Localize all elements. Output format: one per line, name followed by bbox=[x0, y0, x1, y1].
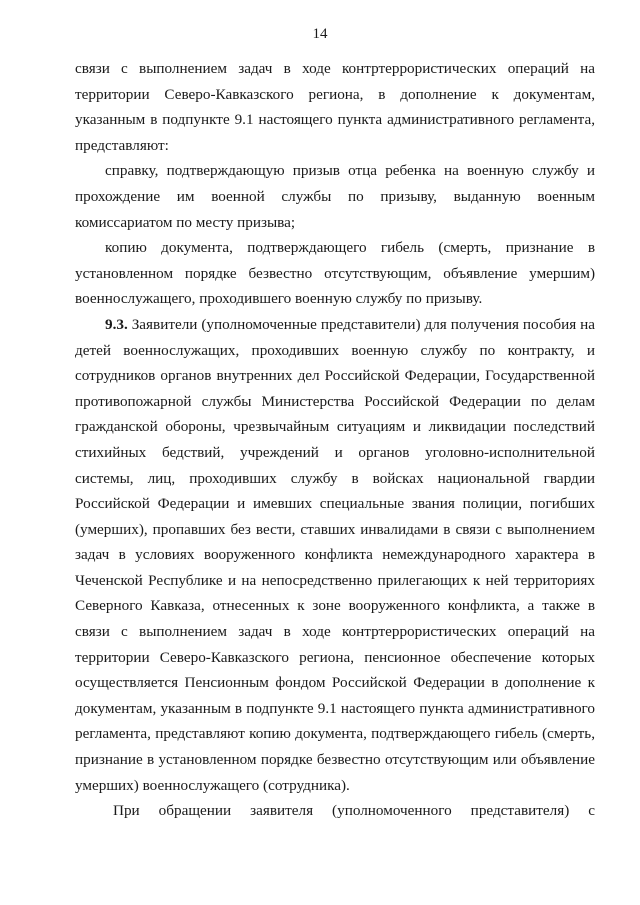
paragraph-line: территории Северо-Кавказского региона, в дополнение к документам, bbox=[75, 85, 595, 103]
paragraph-line: осуществляется Пенсионным фондом Российской Федерации в дополнение к bbox=[75, 674, 595, 692]
paragraph-line: справку, подтверждающую призыв отца ребенка на военную службу и bbox=[105, 162, 595, 180]
paragraph-line: При обращении заявителя (уполномоченного представителя) с bbox=[113, 802, 595, 820]
paragraph-line: детей военнослужащих, проходивших военную службу по контракту, и bbox=[75, 341, 595, 359]
paragraph-line: Северного Кавказа, отнесенных к зоне вооруженного конфликта, а также в bbox=[75, 597, 595, 615]
paragraph-line bbox=[75, 312, 595, 338]
paragraph-line: указанным в подпункте 9.1 настоящего пункта административного регламента, bbox=[75, 111, 595, 129]
page-number: 14 bbox=[312, 26, 328, 42]
paragraph-line: признание в установленном порядке безвестно отсутствующим или объявление bbox=[75, 751, 595, 769]
paragraph-line: документам, указанным в подпункте 9.1 настоящего пункта административного bbox=[75, 699, 595, 717]
paragraph-line: сотрудников органов внутренних дел Российской Федерации, Государственной bbox=[75, 367, 595, 385]
paragraph-line: представляют: bbox=[75, 136, 169, 154]
paragraph-line: связи с выполнением задач в ходе контртеррористических операций на bbox=[75, 623, 595, 641]
paragraph-line: копию документа, подтверждающего гибель (смерть, признание в bbox=[105, 239, 595, 257]
paragraph-line: умерших) военнослужащего (сотрудника). bbox=[75, 776, 350, 794]
clause-number: 9.3. bbox=[105, 315, 128, 333]
paragraph-line: задач в условиях вооруженного конфликта немеждународного характера в bbox=[75, 546, 595, 564]
paragraph-line: стихийных бедствий, учреждений и органов уголовно-исполнительной bbox=[75, 443, 595, 461]
paragraph-line: военнослужащего, проходившего военную службу по призыву. bbox=[75, 290, 483, 308]
paragraph-line: территории Северо-Кавказского региона, пенсионное обеспечение которых bbox=[75, 648, 595, 666]
paragraph-line: связи с выполнением задач в ходе контртеррористических операций на bbox=[75, 60, 595, 77]
paragraph-line: Российской Федерации и имевших специальные звания полиции, погибших bbox=[75, 495, 595, 513]
paragraph-line: (умерших), пропавших без вести, ставших инвалидами в связи с выполнением bbox=[75, 520, 595, 538]
paragraph-line: прохождение им военной службы по призыву, выданную военным bbox=[75, 187, 595, 205]
paragraph-line: гражданской обороны, чрезвычайным ситуациям и ликвидации последствий bbox=[75, 418, 595, 436]
paragraph-text: Заявители (уполномоченные представители) для получения пособия на bbox=[131, 315, 595, 333]
paragraph-line: регламента, представляют копию документа, подтверждающего гибель (смерть, bbox=[75, 725, 595, 743]
paragraph-line: установленном порядке безвестно отсутствующим, объявление умершим) bbox=[75, 264, 595, 282]
paragraph-line: Чеченской Республике и на непосредственно прилегающих к ней территориях bbox=[75, 571, 595, 589]
paragraph-line: комиссариатом по месту призыва; bbox=[75, 213, 296, 231]
document-body bbox=[75, 56, 595, 824]
paragraph-line: системы, лиц, проходивших службу в войсках национальной гвардии bbox=[75, 469, 595, 487]
paragraph-line: противопожарной службы Министерства Российской Федерации по делам bbox=[75, 392, 595, 410]
